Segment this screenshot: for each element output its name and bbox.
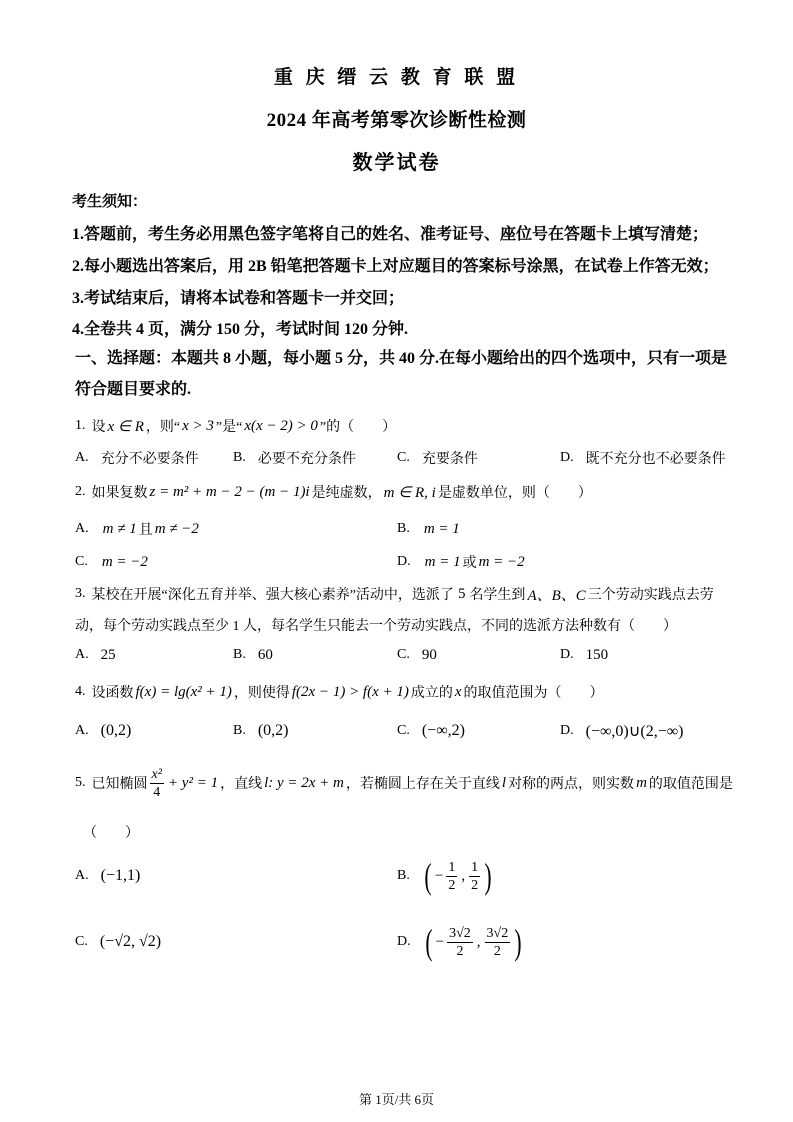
notice-title: 考生须知： [72,193,148,210]
q4-option-b [233,721,289,741]
fraction-numerator: 3√2 [449,925,471,941]
minus-sign: − [434,867,444,884]
math-number: 5 [457,585,466,602]
option-label: D. [560,647,574,662]
stem-text: 是虚数单位，则（ ） [437,486,592,501]
math-expression: l [501,774,507,791]
math-expression: x(x − 2) > 0 [244,417,318,434]
fraction [447,925,473,960]
section-heading-line-2: 符合题目要求的. [75,380,192,398]
option-label: B. [233,450,246,465]
fraction-numerator: 1 [448,859,456,875]
math-expression: m = −2 [478,553,525,570]
option-label: A. [75,450,89,465]
q2-option-b [397,519,462,539]
question-4-stem [75,682,604,702]
option-label: D. [560,723,574,738]
question-number: 4. [75,684,86,699]
math-expression: x [454,683,462,700]
option-label: C. [75,554,88,569]
question-2-stem [75,482,592,502]
math-expression: m [636,774,647,791]
stem-text: 如果复数 [91,486,148,501]
header-org-name: 重 庆 缙 云 教 育 联 盟 [273,66,520,88]
close-paren: ) [484,856,492,896]
math-expression: f(x) = lg(x² + 1) [135,683,232,700]
stem-text: ，则使得 [233,686,290,701]
stem-text: 设 [91,420,106,435]
q3-option-d [560,645,608,665]
option-label: C. [397,647,410,662]
notice-item-4: 4.全卷共 4 页，满分 150 分，考试时间 120 分钟. [72,320,409,338]
stem-text: ，则“ [145,420,181,435]
q1-option-d [560,448,726,468]
stem-text: 的取值范围为（ ） [463,686,604,701]
math-expression: m = −2 [101,553,148,570]
stem-text: ”的（ ） [319,420,397,435]
option-label: C. [75,934,88,949]
q3-option-c [397,645,437,665]
option-text: (−1,1) [100,867,141,884]
q4-option-a [75,721,131,741]
option-text: (−∞,2) [421,722,465,739]
math-expression: l: y = 2x + m [264,774,344,791]
question-number: 2. [75,484,86,499]
q1-option-c [397,448,478,468]
open-paren: ( [424,856,432,896]
stem-text: 某校在开展“深化五育并举、强大核心素养”活动中，选派了 [91,588,454,603]
q4-option-c [397,721,465,741]
question-number: 1. [75,418,86,433]
section-heading-line-1: 一、选择题：本题共 8 小题，每小题 5 分，共 40 分.在每小题给出的四个选项中，只有一项是 [75,349,728,367]
option-label: A. [75,868,89,883]
fraction-numerator: 3√2 [486,925,509,941]
fraction [150,766,164,801]
stem-text: 三个劳动实践点去劳 [587,588,714,603]
option-text: 既不充分也不必要条件 [585,452,726,467]
q2-option-c [75,552,150,572]
stem-text: 设函数 [91,686,134,701]
option-label: B. [397,868,410,883]
option-text: (−√2, √2) [99,933,162,950]
option-label: A. [75,521,89,536]
q1-option-a [75,448,199,468]
option-text: 且 [138,523,153,538]
fraction [485,925,511,960]
question-number: 3. [75,586,86,601]
math-expression: m ≠ −2 [154,520,199,537]
comma-separator: , [461,867,466,884]
math-expression: m = 1 [423,520,460,537]
close-paren: ) [514,922,522,962]
option-text: 60 [257,646,273,663]
q3-option-a [75,645,116,665]
fraction-denominator: 2 [448,877,456,893]
header-exam-title: 2024 年高考第零次诊断性检测 [266,109,527,131]
q4-option-d [560,721,684,741]
page-footer: 第 1页/共 6页 [358,1091,435,1107]
stem-text: 是纯虚数， [311,486,382,501]
math-expression: z = m² + m − 2 − (m − 1)i [149,483,310,500]
math-expression: m ∈ R, i [383,484,436,501]
option-label: B. [397,521,410,536]
question-3-stem-line-1 [75,584,714,604]
option-label: B. [233,647,246,662]
option-label: B. [233,723,246,738]
option-label: C. [397,450,410,465]
option-text: 或 [462,556,477,571]
stem-text: ，若椭圆上存在关于直线 [345,777,500,792]
fraction-denominator: 2 [456,943,464,959]
stem-text: 对称的两点，则实数 [508,777,635,792]
q5-option-d [397,917,524,967]
stem-text: 的取值范围是 [648,777,733,792]
q3-option-b [233,645,273,665]
math-expression: A、B、C [527,587,586,604]
math-expression: m ≠ 1 [102,520,137,537]
fraction-numerator: x² [151,766,162,782]
math-expression: x ∈ R [107,418,144,435]
option-text: 充分不必要条件 [100,452,199,467]
question-3-stem-line-2: 动，每个劳动实践点至少 1 人，每名学生只能去一个劳动实践点，不同的选派方法种数有（ ） [75,619,677,634]
q2-option-d [397,552,527,572]
math-expression: + y² = 1 [167,774,219,791]
open-paren: ( [425,922,433,962]
option-label: A. [75,723,89,738]
q5-option-c [75,917,161,967]
notice-item-3: 3.考试结束后，请将本试卷和答题卡一并交回； [72,289,405,307]
header-subject-title: 数学试卷 [352,151,441,174]
fraction-numerator: 1 [471,859,479,875]
option-text: 25 [100,646,116,663]
option-text: 90 [421,646,437,663]
stem-text: 成立的 [410,686,453,701]
option-label: D. [560,450,574,465]
q2-option-a [75,519,201,539]
stem-text: ，直线 [220,777,263,792]
q1-option-b [233,448,356,468]
math-expression: m = 1 [424,553,461,570]
fraction-denominator: 2 [493,943,501,959]
option-text: (0,2) [100,722,132,739]
option-label: D. [397,554,411,569]
option-text: 充要条件 [421,452,478,467]
minus-sign: − [435,933,445,950]
option-text: (0,2) [257,722,289,739]
question-5-answer-blank: （ ） [83,826,139,841]
question-1-stem [75,416,396,436]
question-number: 5. [75,775,86,790]
fraction-denominator: 4 [153,784,161,800]
question-5-stem [75,761,733,805]
stem-text: ”是“ [215,420,243,435]
comma-separator: , [476,933,481,950]
notice-item-2: 2.每小题选出答案后，用 2B 铅笔把答题卡上对应题目的答案标号涂黑，在试卷上作答无效； [72,257,719,275]
stem-text: 已知椭圆 [91,777,148,792]
stem-text: 名学生到 [469,588,526,603]
math-expression: x > 3 [182,417,214,434]
q5-option-a [75,854,140,898]
option-label: A. [75,647,89,662]
option-text: 150 [585,646,609,663]
notice-item-1: 1.答题前，考生务必用黑色签字笔将自己的姓名、准考证号、座位号在答题卡上填写清楚； [72,225,709,243]
option-label: C. [397,723,410,738]
option-label: D. [397,934,411,949]
fraction [469,859,480,894]
q5-option-b [397,854,494,898]
option-text: 必要不充分条件 [257,452,356,467]
math-expression: f(2x − 1) > f(x + 1) [291,683,409,700]
fraction [446,859,457,894]
option-text: (−∞,0)∪(2,−∞) [585,723,684,740]
fraction-denominator: 2 [471,877,479,893]
